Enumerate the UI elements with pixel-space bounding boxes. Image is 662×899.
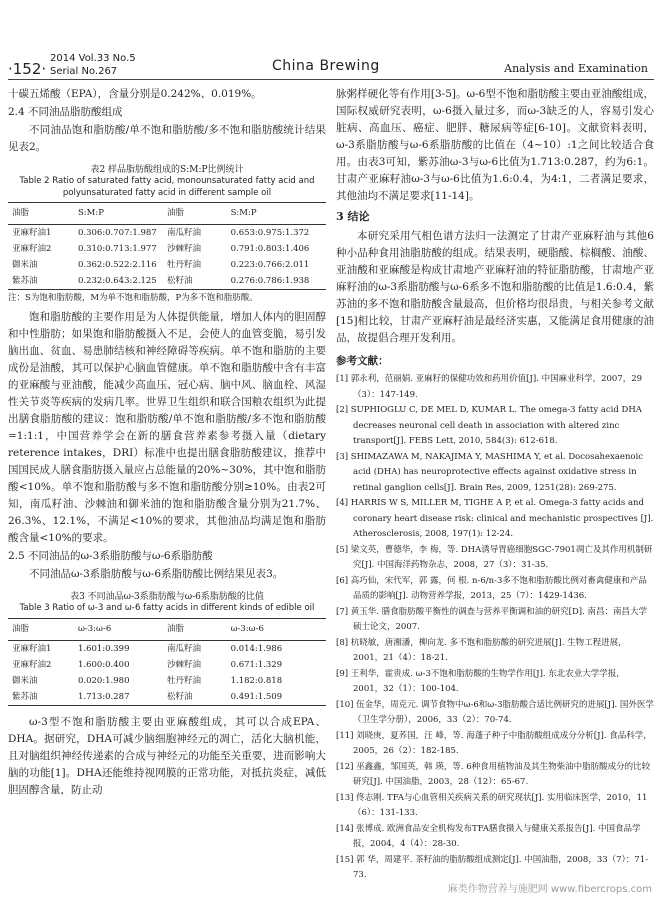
paragraph: 饱和脂肪酸的主要作用是为人体提供能量，增加人体内的胆固醇和中性脂肪；如果饱和脂肪酸摄入不足，会使人的血管变脆，易引发脑出血、贫血、易患肺结核和神经障碍等疾病。单不饱和脂肪的主要成份是油酸，其可以保护心脑血管健康。单不饱和脂肪酸中含有丰富的亚麻酸与亚油酸，能减少高血压、冠心病、脑中风、脑血栓、风湿性关节炎等疾病的发病几率。世界卫生组织和联合国粮农组织为此提出膳食脂肪酸的建议：饱和脂肪酸/单不饱和脂肪酸/多不饱和脂肪酸=1:1:1，中国营养学会在新的膳食营养素参考摄入量（dietary reterence intakes，DRI）标准中也提出膳食脂肪酸建议，推荐中国国民成人膳食脂肪摄入量应占总能量的20%~30%，其中饱和脂肪酸<10%。单不饱和脂肪酸与多不饱和脂肪酸分别≥10%。由表2可知，南瓜籽油、沙棘油和御米油的饱和脂肪酸含量分别为21.7%、26.3%、12.1%，不满足<10%的要求，其他油品均满足饱和脂肪酸含量<10%的要求。 bbox=[8, 311, 326, 544]
section-heading-2-4: 2.4 不同油品脂肪酸组成 bbox=[8, 106, 123, 118]
reference-item: [2] SUPHIOGLU C, DE MEL D, KUMAR L. The omega-3 fatty acid DHA decreases neuronal cell death in association with altered zinc transport[J]. FEBS Lett, 2010, 584(3): 612-618. bbox=[336, 405, 642, 446]
section-heading-2-5: 2.5 不同油品的ω-3系脂肪酸与ω-6系脂肪酸 bbox=[8, 550, 213, 562]
table-cell: 1.601:0.399 bbox=[77, 643, 130, 654]
table-cell: 0.020:1.980 bbox=[77, 675, 130, 686]
reference-item: [7] 黄玉华. 膳食脂肪酸平衡性的调查与营养平衡调和油的研究[D]. 南昌：南昌大学硕士论文，2007. bbox=[336, 606, 648, 632]
reference-item: [12] 巫鑫鑫，邹国英，韩 瑛，等. 6种食用植物油及其生物柴油中脂肪酸成分的比较研究[J]. 中国油脂，2003，28（12）：65-67. bbox=[336, 761, 651, 787]
reference-item: [10] 伍金华，周克元. 调节食物中ω-6和ω-3脂肪酸合适比例研究的进展[J]. 国外医学（卫生学分册），2006，33（2）：70-74. bbox=[336, 699, 654, 725]
table-cell: 紫苏油 bbox=[8, 273, 78, 290]
table-row bbox=[8, 273, 326, 290]
table-cell: 牡丹籽油 bbox=[166, 260, 201, 270]
volume-label: 2014 Vol.33 No.5 bbox=[50, 53, 136, 64]
table-header: 油脂 bbox=[167, 203, 231, 225]
section-heading-3: 3 结论 bbox=[336, 210, 370, 223]
table-row bbox=[8, 673, 326, 689]
table-cell: 0.671:1.329 bbox=[230, 659, 283, 670]
table-header: ω-3:ω-6 bbox=[231, 618, 326, 640]
table-cell: 0.014:1.986 bbox=[230, 643, 283, 654]
table-cell: 0.232:0.643:2.125 bbox=[78, 273, 167, 290]
table-cell: 0.306:0.707:1.987 bbox=[77, 228, 157, 238]
table-cell: 0.791:0.803:1.406 bbox=[230, 244, 310, 254]
table-cell: 0.276:0.786:1.938 bbox=[231, 273, 326, 290]
header-rule bbox=[8, 79, 654, 80]
table-2-caption: 表2 样品脂肪酸组成的S:M:P比例统计 bbox=[90, 165, 244, 175]
table-cell: 1.713:0.287 bbox=[78, 689, 167, 706]
table-header: S:M:P bbox=[231, 203, 326, 225]
table-cell: 1.182:0.818 bbox=[230, 675, 283, 686]
paragraph: 十碳五烯酸（EPA），含量分别是0.242%、0.019%。 bbox=[8, 88, 262, 100]
table-cell: 南瓜籽油 bbox=[166, 228, 201, 238]
table-header-row bbox=[8, 618, 326, 640]
table-row bbox=[8, 657, 326, 673]
table-3-caption-en: Table 3 Ratio of ω-3 and ω-6 fatty acids in different kinds of edible oil bbox=[19, 603, 315, 613]
reference-item: [15] 郭 华，周建平. 茶籽油的脂肪酸组成测定[J]. 中国油脂，2008，33（7）：71-73. bbox=[336, 854, 648, 880]
reference-item: [8] 杭晓敏，唐湘潘，柳向龙. 多不饱和脂肪酸的研究进展[J]. 生物工程进展，2001，21（4）：18-21. bbox=[336, 637, 627, 663]
table-cell: 亚麻籽油2 bbox=[12, 659, 52, 670]
table-cell: 松籽油 bbox=[167, 273, 231, 290]
table-cell: 1.600:0.400 bbox=[77, 659, 130, 670]
watermark: 麻类作物营养与施肥网 www.fibercrops.com bbox=[447, 884, 652, 895]
table-3 bbox=[8, 618, 326, 706]
table-row bbox=[8, 640, 326, 657]
table-cell: 亚麻籽油1 bbox=[12, 643, 52, 654]
journal-title: China Brewing bbox=[272, 58, 380, 74]
reference-item: [1] 郭永利，范丽娟. 亚麻籽的保健功效和药用价值[J]. 中国麻业科学，2007，29（3）：147-149. bbox=[336, 374, 643, 400]
table-row bbox=[8, 241, 326, 257]
paragraph: 不同油品ω-3系脂肪酸与ω-6系脂肪酸比例结果见表3。 bbox=[29, 568, 284, 580]
table-cell: 御米油 bbox=[12, 260, 38, 270]
table-header: 油脂 bbox=[8, 618, 78, 640]
table-cell: 南瓜籽油 bbox=[166, 643, 201, 654]
table-cell: 亚麻籽油1 bbox=[12, 228, 52, 238]
reference-item: [13] 佟志刚. TFA与心血管相关疾病关系的研究现状[J]. 实用临床医学，2010，11（6）：131-133. bbox=[336, 792, 648, 818]
reference-item: [11] 刘晓庚，夏荞国，汪 峰，等. 海蓬子种子中脂肪酸组成成分分析[J]. 食品科学，2005，26（2）：182-185. bbox=[336, 730, 652, 756]
reference-item: [9] 王利华，霍贵成. ω-3不饱和脂肪酸的生物学作用[J]. 东北农业大学学报，2001，32（1）：100-104. bbox=[336, 668, 625, 694]
issue-info bbox=[50, 52, 136, 78]
table-2-note: 注：S为饱和脂肪酸，M为单不饱和脂肪酸，P为多不饱和脂肪酸。 bbox=[8, 293, 258, 303]
table-3-caption: 表3 不同油品ω-3系脂肪酸与ω-6系脂肪酸的比值 bbox=[70, 592, 264, 602]
reference-item: [4] HARRIS W S, MILLER M, TIGHE A P, et al. Omega-3 fatty acids and coronary heart disease risk: clinical and mechanistic prospectives [J]. Atherosclerosis, 2008, 197(1): 12-24. bbox=[336, 498, 654, 539]
table-cell: 0.310:0.713:1.977 bbox=[77, 244, 157, 254]
table-cell: 松籽油 bbox=[167, 689, 231, 706]
reference-item: [6] 高巧仙，宋代军，郭 露，何 根. n-6/n-3多不饱和脂肪酸比例对畜禽健康和产品品质的影响[J]. 动物营养学报，2013，25（7）：1429-1436. bbox=[336, 575, 647, 601]
table-header: S:M:P bbox=[78, 203, 167, 225]
reference-list bbox=[336, 372, 654, 884]
paragraph: 本研究采用气相色谱方法归一法测定了甘肃产亚麻籽油与其他6种小品种食用油脂肪酸的组成。结果表明，硬脂酸、棕榈酸、油酸、亚油酸和亚麻酸是构成甘肃地产亚麻籽油的特征脂肪酸，甘肃地产亚麻籽油的ω-3系脂肪酸与ω-6系多不饱和脂肪酸的比值是1.6:0.4，紫苏油的多不饱和脂肪酸含量最高，但价格均很昂贵，与相关参考文献[15]相比较，甘肃产亚麻籽油是最经济实惠，又能满足食用健康的油品，故提倡合理开发利用。 bbox=[336, 230, 654, 344]
table-cell: 沙棘籽油 bbox=[166, 244, 201, 254]
table-2 bbox=[8, 202, 326, 290]
table-2-caption-en: Table 2 Ratio of saturated fatty acid, monounsaturated fatty acid and polyunsaturated fatty acid in different sample oil bbox=[19, 176, 315, 198]
table-cell: 0.223:0.766:2.011 bbox=[230, 260, 310, 270]
table-cell: 0.362:0.522:2.116 bbox=[77, 260, 157, 270]
paragraph: ω-3型不饱和脂肪酸主要由亚麻酸组成，其可以合成EPA、DHA。据研究，DHA可减少脑细胞神经元的凋亡，活化大脑机能，且对脑组织神经传递素的合成与神经元的功能至关重要，进而影响大脑的功能[1]。DHA还能维持视网膜的正常功能，对抵抗炎症，减低胆固醇含量，防止动 bbox=[8, 715, 326, 796]
table-header: ω-3:ω-6 bbox=[78, 618, 167, 640]
paragraph: 不同油品饱和脂肪酸/单不饱和脂肪酸/多不饱和脂肪酸统计结果见表2。 bbox=[8, 124, 326, 153]
page-header bbox=[0, 0, 662, 80]
serial-label: Serial No.267 bbox=[50, 66, 118, 77]
table-row bbox=[8, 689, 326, 706]
left-column bbox=[8, 86, 326, 799]
table-cell: 紫苏油 bbox=[8, 689, 78, 706]
references-heading: 参考文献： bbox=[336, 355, 389, 367]
table-cell: 牡丹籽油 bbox=[166, 675, 201, 686]
table-cell: 沙棘籽油 bbox=[166, 659, 201, 670]
table-header: 油脂 bbox=[167, 618, 231, 640]
section-title: Analysis and Examination bbox=[504, 62, 648, 75]
table-header-row bbox=[8, 203, 326, 225]
table-cell: 0.653:0.975:1.372 bbox=[230, 228, 310, 238]
table-cell: 御米油 bbox=[12, 675, 38, 686]
reference-item: [5] 梁文英，曹德华，李 梅，等. DHA诱导胃癌细胞SGC-7901凋亡及其作用机制研究[J]. 中国海洋药物杂志，2008，27（3）：31-35. bbox=[336, 544, 653, 570]
paragraph: 脉粥样硬化等有作用[3-5]。ω-6型不饱和脂肪酸主要由亚油酸组成，国际权威研究表明，ω-6摄入量过多，而ω-3缺乏的人，容易引发心脏病、高血压、癌症、肥胖、糖尿病等症[6-10]。文献资料表明，ω-3系脂肪酸与ω-6系脂肪酸的比值在（4~10）:1之间比较适合食用。由表3可知，紫苏油ω-3与ω-6比值为1.713:0.287，约为6:1。甘肃产亚麻籽油ω-3与ω-6比值为1.6:0.4，为4:1，二者满足要求，其他油均不满足要求[11-14]。 bbox=[336, 88, 654, 202]
table-header: 油脂 bbox=[8, 203, 78, 225]
right-column bbox=[336, 86, 654, 884]
reference-item: [14] 张博成. 欧洲食品安全机构发布TFA膳食摄入与健康关系报告[J]. 中国食品学报，2004，4（4）：28-30. bbox=[336, 823, 641, 849]
page-number: ·152· bbox=[8, 60, 47, 78]
table-row bbox=[8, 257, 326, 273]
table-cell: 亚麻籽油2 bbox=[12, 244, 52, 254]
table-cell: 0.491:1.509 bbox=[231, 689, 326, 706]
table-row bbox=[8, 225, 326, 242]
reference-item: [3] SHIMAZAWA M, NAKAJIMA Y, MASHIMA Y, et al. Docosahexaenoic acid (DHA) has neuroprotective effects against oxidative stress in retinal ganglion cells[J]. Brain Res, 2009, 1251(28): 269-275. bbox=[336, 451, 644, 493]
